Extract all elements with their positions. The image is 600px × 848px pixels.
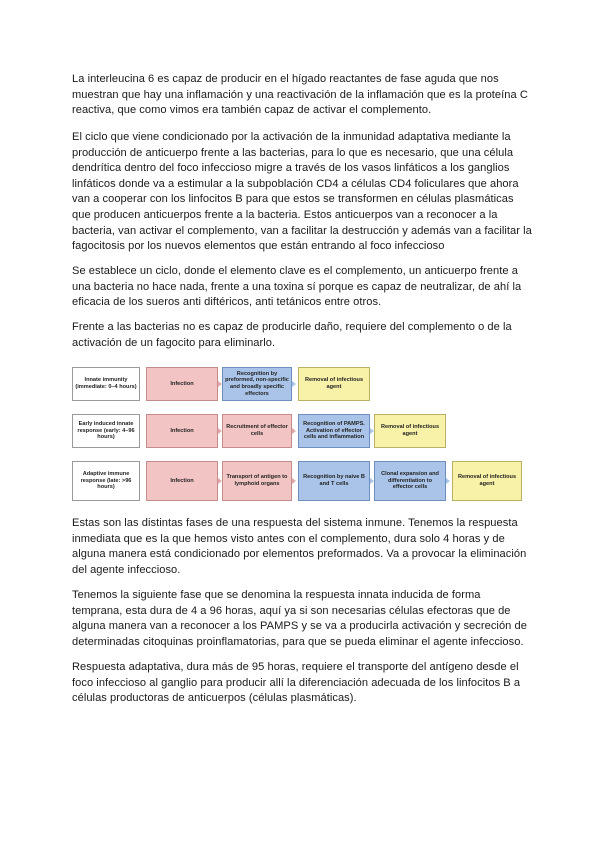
arrow-icon (292, 478, 296, 484)
paragraph-interleucina: La interleucina 6 es capaz de producir en el hígado reactantes de fase aguda que nos muestran que hay una inflamación y una reactivación de la inflamación que es la proteína C reactiva, que como vimos era también capaz de activar el complemento. (72, 73, 528, 117)
recruitment-box: Recruitment of effector cells (222, 414, 292, 448)
clonal-expansion-box: Clonal expansion and differentiation to effector cells (374, 461, 446, 501)
paragraph-bacterias: Frente a las bacterias no es capaz de producirle daño, requiere del complemento o de la activación de un fagocito para eliminarlo. (72, 321, 512, 349)
infection-box: Infection (146, 461, 218, 501)
infection-box: Infection (146, 367, 218, 401)
infection-box: Infection (146, 414, 218, 448)
arrow-icon (292, 381, 296, 387)
recognition-pamps-box: Recognition of PAMPS. Activation of effector cells and inflammation (298, 414, 370, 448)
arrow-icon (292, 428, 296, 434)
stage-early-induced: Early induced innate response (early: 4–96 hours) (72, 414, 140, 448)
paragraph-ciclo-adaptativo: El ciclo que viene condicionado por la activación de la inmunidad adaptativa mediante la producción de anticuerpo frente a las bacterias, para lo que es necesario, que una célula dendrítica dentro del foco infeccioso migre a través de los vasos linfáticos a los ganglios linfáticos donde va a estimular a la subpoblación CD4 a células CD4 foliculares que ahora van a cooperar con los linfocitos B para que estos se transformen en células plasmáticas que producen anticuerpos frente a la bacteria. Estos anticuerpos van a reconocer a la bacteria, van activar el complemento, van a facilitar la destrucción y además van a facilitar la fagocitosis por los nuevos elementos que están entrando al foco infeccioso (72, 131, 532, 253)
stage-innate-immunity: Innate immunity (immediate: 0–4 hours) (72, 367, 140, 401)
removal-box: Removal of infectious agent (374, 414, 446, 448)
arrow-icon (446, 478, 450, 484)
stage-adaptive: Adaptive immune response (late: >96 hours) (72, 461, 140, 501)
transport-antigen-box: Transport of antigen to lymphoid organs (222, 461, 292, 501)
recognition-naive-box: Recognition by naive B and T cells (298, 461, 370, 501)
recognition-preformed-box: Recognition by preformed, non-specific and broadly specific effectors (222, 367, 292, 401)
paragraph-complemento: Se establece un ciclo, donde el elemento clave es el complemento, un anticuerpo frente a una bacteria no hace nada, frente a una toxina sí porque es capaz de neutralizar, de ahí la eficacia de los sueros anti diftéricos, anti tetánicos entre otros. (72, 265, 522, 309)
paragraph-fases: Estas son las distintas fases de una respuesta del sistema inmune. Tenemos la respuesta inmediata que es la que hemos visto antes con el complemento, dura solo 4 horas y de alguna manera está condicionado por elementos preformados. Va a provocar la eliminación del agente infeccioso. (72, 517, 527, 576)
removal-box: Removal of infectious agent (298, 367, 370, 401)
paragraph-respuesta-temprana: Tenemos la siguiente fase que se denomina la respuesta innata inducida de forma temprana, esta dura de 4 a 96 horas, aquí ya si son necesarias células efectoras que de alguna manera van a reconocer a los PAMPS y se va a producirla activación y secreción de determinadas citoquinas proinflamatorias, para que se pueda eliminar el agente infeccioso. (72, 589, 527, 648)
removal-box: Removal of infectious agent (452, 461, 522, 501)
immune-response-phases-figure (72, 363, 524, 506)
paragraph-respuesta-adaptativa: Respuesta adaptativa, dura más de 95 horas, requiere el transporte del antígeno desde el foco infeccioso al ganglio para producir allí la diferenciación adecuada de los linfocitos B a células productoras de anticuerpos (células plasmáticas). (72, 661, 521, 705)
